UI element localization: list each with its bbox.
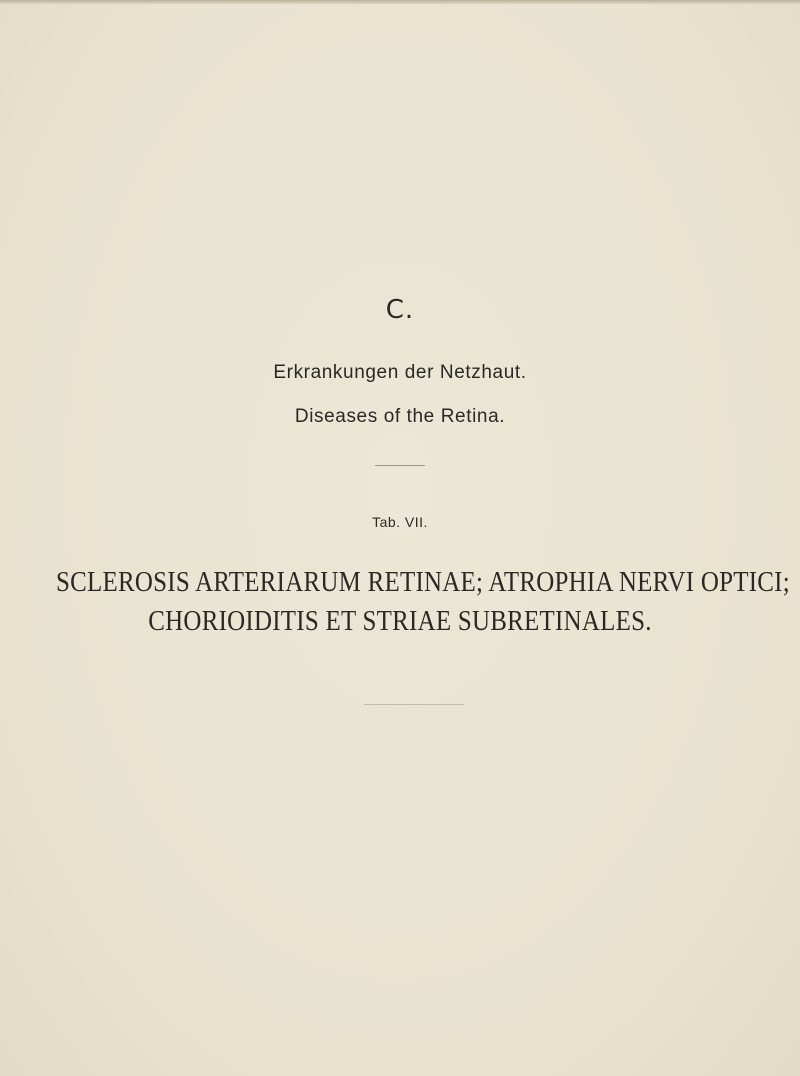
english-heading: Diseases of the Retina. bbox=[294, 406, 506, 427]
plate-title-line-2: CHORIOIDITIS ET STRIAE SUBRETINALES. bbox=[148, 605, 652, 637]
section-letter: C. bbox=[385, 295, 415, 325]
divider-rule-bottom bbox=[364, 704, 464, 705]
page-top-edge bbox=[0, 0, 800, 4]
divider-rule bbox=[375, 465, 425, 466]
plate-label: Tab. VII. bbox=[372, 514, 428, 530]
plate-title-line-1: SCLEROSIS ARTERIARUM RETINAE; ATROPHIA NERVI OPTICI; bbox=[56, 566, 790, 598]
german-heading: Erkrankungen der Netzhaut. bbox=[273, 362, 527, 383]
